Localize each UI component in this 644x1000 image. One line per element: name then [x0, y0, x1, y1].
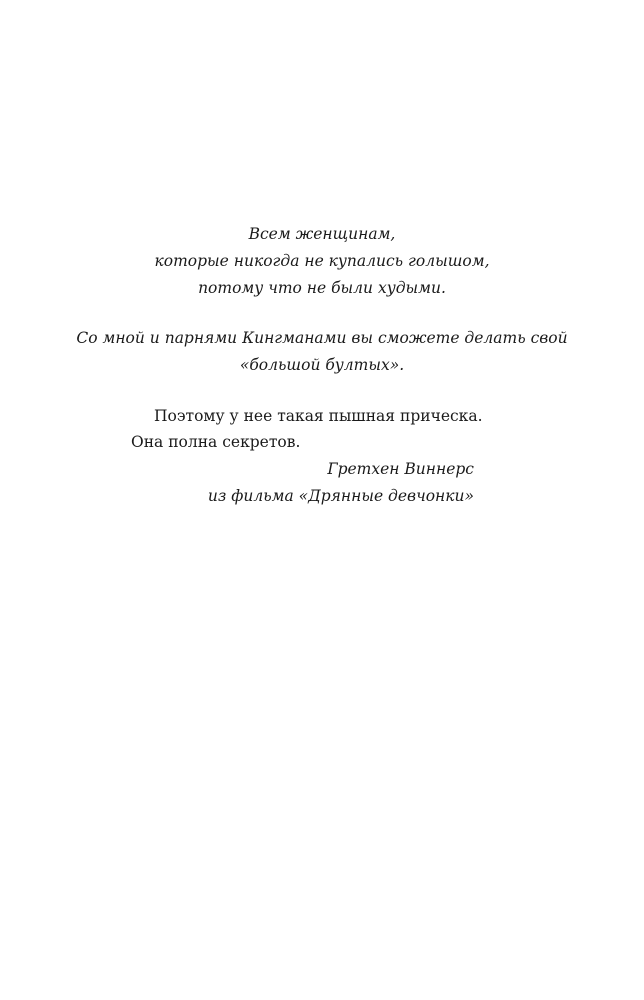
dedication-line-1: Всем женщинам, [248, 225, 396, 243]
dedication-line-5: «большой бултых». [239, 356, 405, 374]
epigraph-quote-line-1: Поэтому у нее такая пышная прическа. [154, 407, 483, 425]
dedication-line-3: потому что не были худыми. [198, 279, 446, 297]
dedication-line-2: которые никогда не купались голышом, [154, 252, 490, 270]
dedication-line-4: Со мной и парнями Кингманами вы сможете делать свой [76, 329, 568, 347]
epigraph-quote-line-2: Она полна секретов. [131, 433, 301, 451]
epigraph-attribution-source: из фильма «Дрянные девчонки» [207, 487, 474, 505]
epigraph-attribution-name: Гретхен Виннерс [327, 460, 474, 478]
